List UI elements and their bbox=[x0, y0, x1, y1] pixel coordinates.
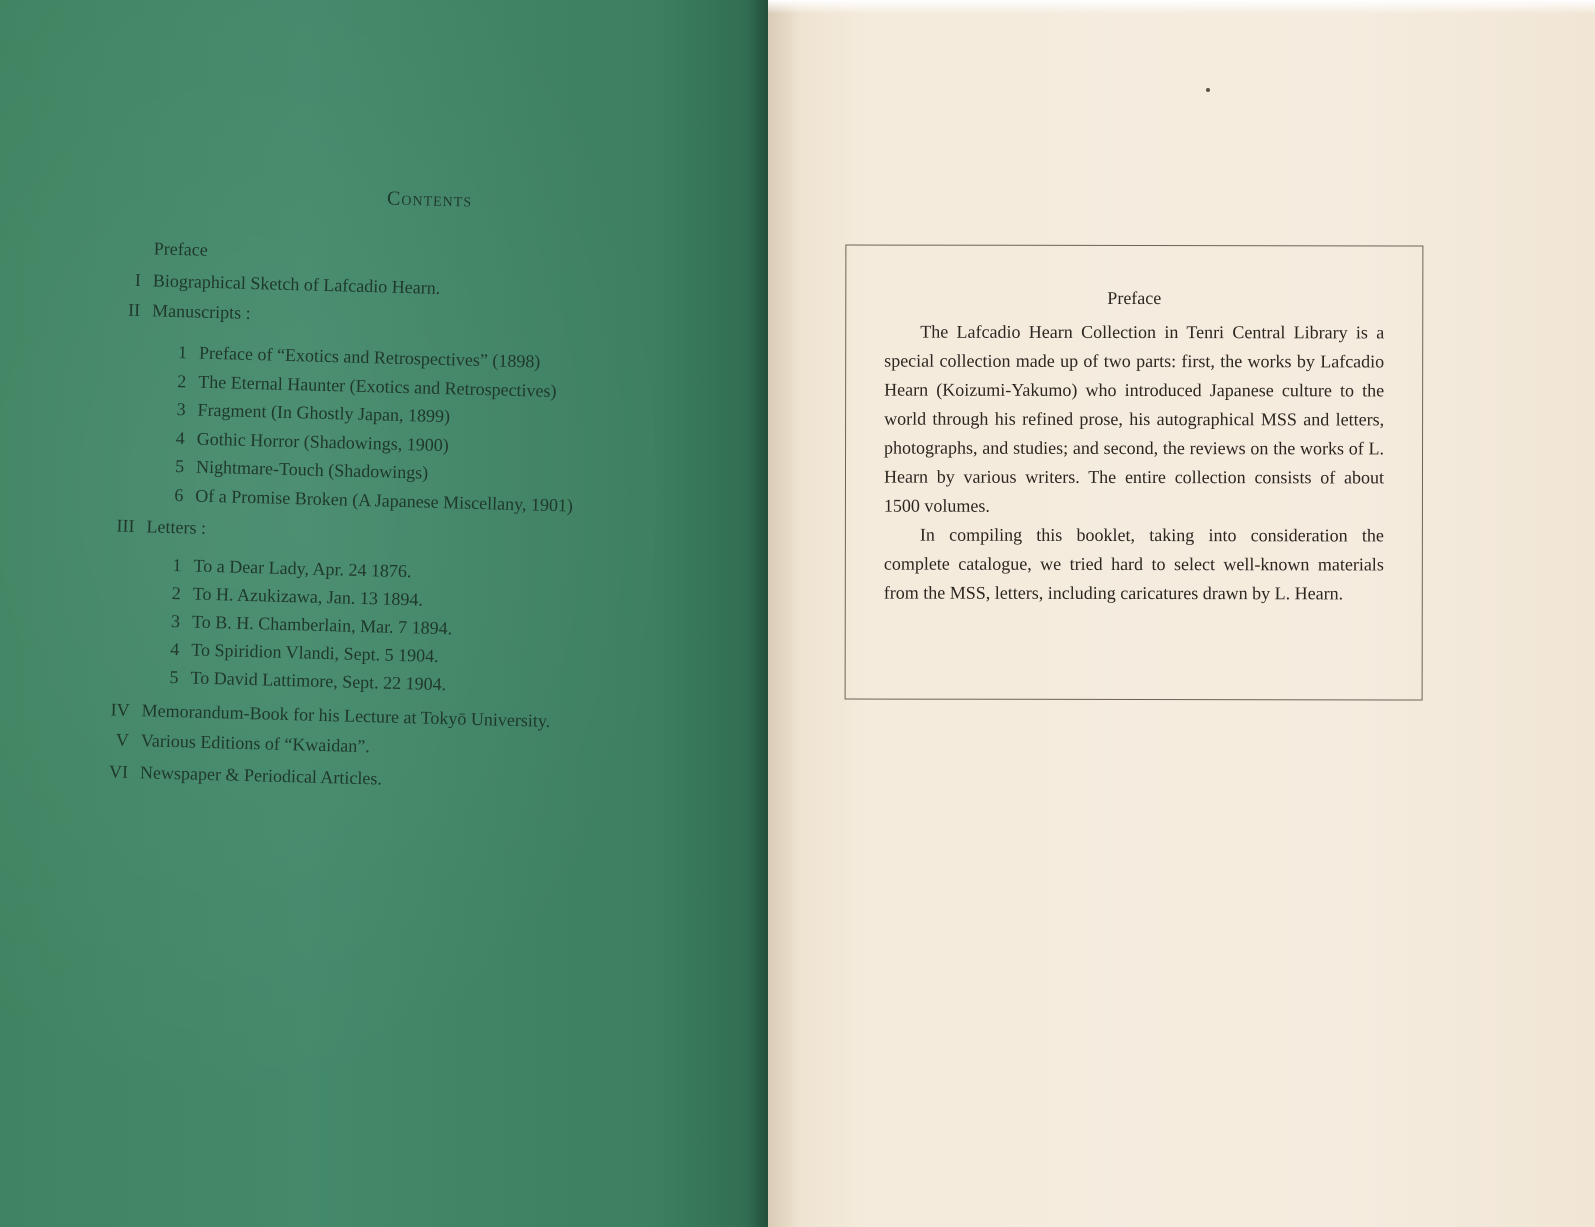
contents-item-number: 1 bbox=[177, 342, 188, 363]
contents-item bbox=[163, 398, 450, 427]
contents-item-number: V bbox=[115, 729, 130, 750]
contents-item-number: 1 bbox=[172, 555, 182, 576]
contents-item-number: 6 bbox=[174, 485, 184, 506]
contents-item-label: Newspaper & Periodical Articles. bbox=[139, 762, 383, 789]
contents-item-number: 3 bbox=[170, 610, 181, 632]
contents-item bbox=[107, 268, 441, 299]
contents-item-number: VI bbox=[108, 761, 129, 782]
contents-item-number: I bbox=[134, 269, 142, 291]
contents-item bbox=[100, 514, 206, 539]
contents-title: Contents bbox=[386, 187, 473, 212]
preface-box bbox=[845, 244, 1424, 700]
contents-item-number: 3 bbox=[176, 399, 186, 420]
contents-item bbox=[159, 582, 424, 611]
contents-item bbox=[162, 455, 429, 484]
contents-item-label: Preface of “Exotics and Retrospectives” (1898) bbox=[198, 342, 541, 372]
contents-item bbox=[163, 427, 449, 456]
contents-item-number: 5 bbox=[174, 456, 185, 477]
contents-item bbox=[94, 760, 382, 790]
contents-item-number: II bbox=[127, 299, 141, 321]
contents-item-label: Letters : bbox=[146, 516, 207, 538]
contents-item bbox=[156, 666, 446, 696]
contents-item-number: IV bbox=[110, 699, 130, 720]
contents-item-label: Biographical Sketch of Lafcadio Hearn. bbox=[152, 270, 441, 298]
contents-item bbox=[161, 484, 573, 517]
contents-item-label: The Eternal Haunter (Exotics and Retrospectives) bbox=[198, 371, 557, 402]
contents-item-number: III bbox=[116, 515, 135, 536]
contents-item-number: 4 bbox=[170, 638, 180, 660]
contents-item-label: Fragment (In Ghostly Japan, 1899) bbox=[197, 399, 451, 427]
contents-item-number: 2 bbox=[171, 583, 182, 604]
contents-item-number bbox=[108, 253, 142, 254]
contents-item-label: Preface bbox=[153, 238, 209, 260]
preface-paragraph-2: In compiling this booklet, taking into consideration the complete catalogue, we tried hard to select well-known materials from the MSS, letters, including caricatures drawn by L. Hearn. bbox=[883, 524, 1384, 604]
contents-list bbox=[0, 0, 774, 1227]
contents-item bbox=[108, 236, 209, 261]
contents-item bbox=[106, 298, 251, 324]
contents-page bbox=[0, 0, 768, 1227]
contents-item-label: To a Dear Lady, Apr. 24 1876. bbox=[193, 555, 412, 582]
contents-item-label: Various Editions of “Kwaidan”. bbox=[140, 730, 371, 757]
preface-paragraph-1: The Lafcadio Hearn Collection in Tenri Central Library is a special collection made up of two parts: first, the works by Lafcadio Hearn (Koizumi-Yakumo) who introduced Japanese culture to the world through his refined prose, his autographical MSS and letters, photographs, and studies; and second, the reviews on the works of L. Hearn by various writers. The entire collection consists of about 1500 volumes. bbox=[883, 321, 1385, 516]
contents-item-label: To David Lattimore, Sept. 22 1904. bbox=[190, 667, 447, 695]
preface-body bbox=[884, 318, 1385, 609]
contents-item-label: To H. Azukizawa, Jan. 13 1894. bbox=[192, 583, 424, 610]
contents-item bbox=[159, 554, 412, 583]
contents-item bbox=[165, 341, 541, 373]
contents-item-label: Of a Promise Broken (A Japanese Miscellany, 1901) bbox=[195, 485, 574, 516]
contents-item bbox=[158, 610, 453, 640]
contents-item-label: Memorandum-Book for his Lecture at Tokyō University. bbox=[141, 700, 551, 731]
contents-item bbox=[95, 728, 370, 757]
contents-item-label: To B. H. Chamberlain, Mar. 7 1894. bbox=[191, 611, 453, 639]
contents-item-number: 5 bbox=[169, 666, 179, 688]
contents-item bbox=[95, 698, 550, 732]
contents-item bbox=[157, 638, 439, 667]
contents-item-label: To Spiridion Vlandi, Sept. 5 1904. bbox=[191, 639, 439, 667]
contents-item-number: 2 bbox=[177, 371, 187, 392]
preface-title: Preface bbox=[1107, 287, 1162, 309]
contents-item bbox=[164, 370, 557, 402]
contents-item-label: Nightmare-Touch (Shadowings) bbox=[195, 456, 429, 483]
contents-item-label: Gothic Horror (Shadowings, 1900) bbox=[196, 428, 449, 456]
contents-item-label: Manuscripts : bbox=[151, 300, 251, 323]
paper-speck bbox=[1206, 88, 1210, 92]
contents-item-number: 4 bbox=[175, 428, 186, 449]
